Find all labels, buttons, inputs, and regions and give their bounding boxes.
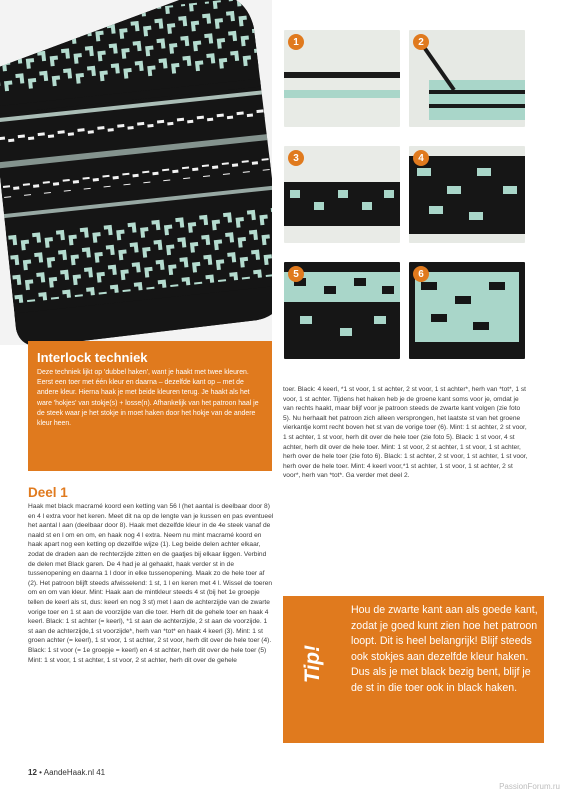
step-number-4: 4 bbox=[413, 150, 429, 166]
footer-bullet: • bbox=[39, 768, 42, 777]
interlock-title: Interlock techniek bbox=[37, 350, 148, 365]
watermark: PassionForum.ru bbox=[499, 782, 560, 791]
instructions-left-column: Haak met black macramé koord een ketting van 56 l (het aantal is deelbaar door 8) en 4 l extra voor het keren. Meet dit na op de lengte van je kussen en pas eventueel het aantal l aan (deelbaar door 8). Haak met dezelfde kleur in de 4e steek vanaf de naald st en l om en om, en haak nog 4 l extra. Neem nu mint macramé koord en haak apart nog een ketting op dezelfde wijze (1). Leg beide delen achter elkaar, zodat de draden aan de rechterzijde zitten en de gaatjes bij elkaar liggen. Verbind de delen met Black garen. De 4 had je al gehaakt, haak verder st in de tussenopening en daarna 1 l door in elke tussenopening. Maak zo de hele toer af (2). Het patroon blijft steeds afwisselend: 1 st, 1 l en keren met 4 l. Wissel de toeren om en om van kleur. Mint: Haak aan de mintkleur steeds 4 st (bij het 1e groepje tellen de keerl als st, dus: keerl en nog 3 st) met l aan de achterzijde van de zwarte vorige toer en 1 st aan de voorzijde van die toer. Herh dit de gehele toer en haak 4 keerl. Black: 1 st achter (= keerl), *1 st aan de achterzijde, 2 st aan de voorzijde. 1 st aan de achterzijde,1 st voorzijde*, herh van *tot* en haak 4 keerl (3). Mint: 1 st groen achter (= keerl), 1 st voor, 1 st achter, 2 st voor, herh dit over de hele toer (4). Black: 1 st voor (= 1e groepje = keerl) en 4 st achter, herh dit over de hele toer (5) Mint: 1 st voor, 1 st achter, 1 st voor, 2 st achter, herh dit over de gehele bbox=[28, 503, 274, 664]
step-photo-1 bbox=[284, 30, 400, 127]
step-photo-3 bbox=[284, 146, 400, 243]
pillow-photo bbox=[0, 0, 272, 345]
section-title-deel-1: Deel 1 bbox=[28, 485, 68, 500]
step-number-6: 6 bbox=[413, 266, 429, 282]
step-number-3: 3 bbox=[288, 150, 304, 166]
instructions-right-column: toer. Black: 4 keerl, *1 st voor, 1 st achter, 2 st voor, 1 st achter*, herh van *tot*, 1 st voor, 1 st achter. Tijdens het haken heb je de groene kant soms voor je, omdat je van rechts haakt, maar blijf voor je patroon steeds de zwarte kant volgen (zie foto 5). Nu herhaalt het patroon zich alleen versprongen, het laatste st van het groene vierkantje komt recht boven het st van de vorige toer (6). Mint: 1 st achter, 2 st voor, 1 st achter, 1 st voor, herh dit over de hele toer (zie foto 5). Black: 1 st voor, 4 st achter, herh dit over de hele toer. Mint: 1 st voor, 2 st achter, 1 st voor, 1 st achter, herh over de hele toer (zie foto 6). Black: 1 st achter, 2 st voor, 1 st achter, 1 st voor, herh over de hele toer. Mint: 4 keerl voor,*1 st achter, 1 st voor, 1 st achter, 2 st voor*, herh van *tot*. Ga verder met deel 2. bbox=[283, 386, 528, 480]
step-number-2: 2 bbox=[413, 34, 429, 50]
magazine-name: AandeHaak.nl 41 bbox=[43, 768, 106, 777]
interlock-info-box bbox=[28, 341, 272, 471]
tip-label: Tip! bbox=[301, 644, 324, 684]
interlock-body: Deze techniek lijkt op 'dubbel haken', want je haakt met twee kleuren. Eerst een toer met één kleur en daarna – dezelfde kant op – met de andere kleur. Hierna haak je met beide kleuren terug. Je haakt als het ware 'hokjes' van stokje(s) + losse(n). Afhankelijk van het patroon haal je de steek waar je het stokje in moet haken door het hokje van de andere kleur heen. bbox=[37, 369, 259, 428]
step-number-5: 5 bbox=[288, 266, 304, 282]
tip-box bbox=[283, 596, 544, 743]
tip-text: Hou de zwarte kant aan als goede kant, zodat je goed kunt zien hoe het patroon loopt. Dit is heel belangrijk! Blijf steeds ook stokjes aan dezelfde kleur haken. Dus als je met black bezig bent, blijf je de st in die toer ook in black haken. bbox=[351, 604, 538, 694]
page-number: 12 bbox=[28, 768, 37, 777]
step-photo-2 bbox=[409, 30, 525, 127]
step-photo-6 bbox=[409, 262, 525, 359]
step-photo-4 bbox=[409, 146, 525, 243]
step-number-1: 1 bbox=[288, 34, 304, 50]
page-footer bbox=[28, 768, 105, 777]
step-photo-5 bbox=[284, 262, 400, 359]
